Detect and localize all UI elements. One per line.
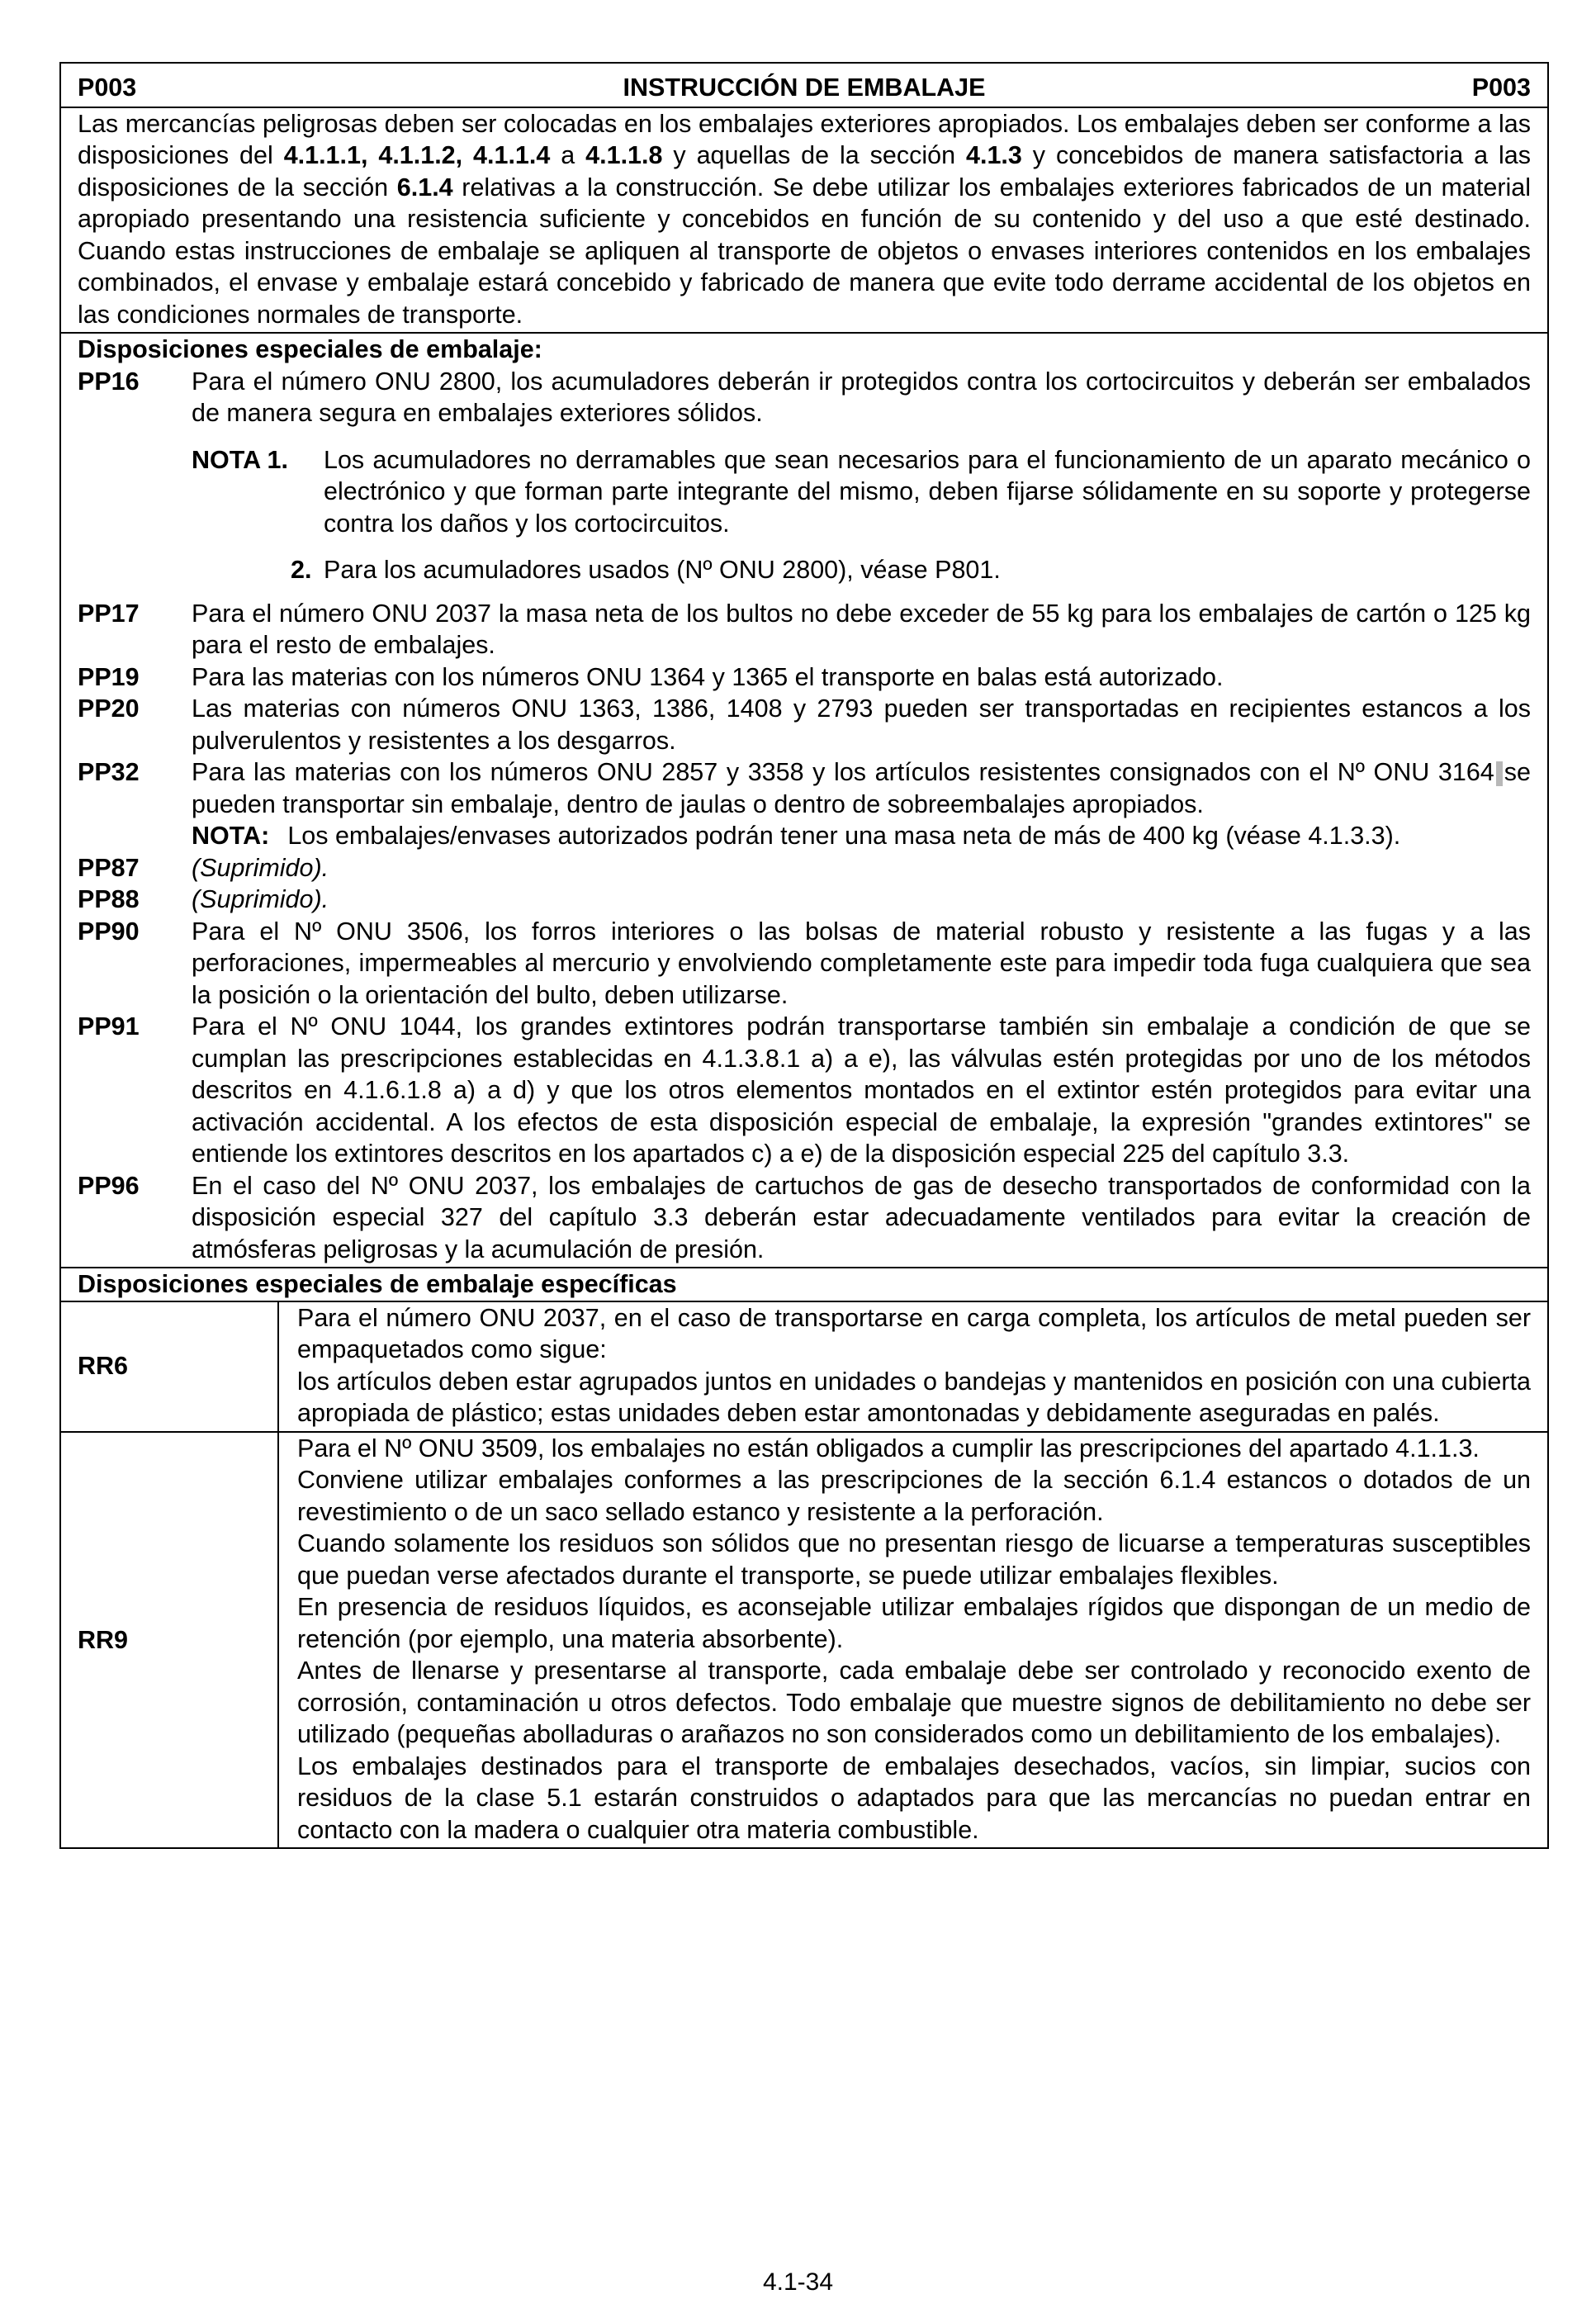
provision-pp88	[78, 884, 1531, 916]
note-text: Los acumuladores no derramables que sean necesarios para el funcionamiento de un aparato mecánico o electrónico y que forman parte integrante del mismo, deben fijarse sólidamente en su soporte y protegerse contra los daños y los cortocircuitos.	[324, 445, 1531, 538]
table-header	[61, 64, 1547, 108]
note-text: Para los acumuladores usados (Nº ONU 2800), véase P801.	[324, 556, 1001, 584]
intro-text: y concebidos de manera satisfactoria a las disposiciones de la sección	[78, 141, 1531, 201]
intro-ref: 4.1.1.1, 4.1.1.2, 4.1.1.4	[283, 141, 551, 169]
provision-pp90	[78, 916, 1531, 1012]
provision-pp19	[78, 661, 1531, 694]
intro-text: Las mercancías peligrosas deben ser colocadas en los embalajes exteriores apropiados. Los embalajes deben ser conforme a las disposiciones del	[78, 109, 1531, 169]
rr9-paragraph: En presencia de residuos líquidos, es aconsejable utilizar embalajes rígidos que dispongan de un medio de retención (por ejemplo, una materia absorbente).	[297, 1593, 1531, 1653]
provision-rr9	[61, 1433, 1547, 1848]
provision-text-part: se pueden transportar sin embalaje, dentro de jaulas o dentro de sobreembalajes apropiados.	[192, 758, 1531, 818]
note-label: NOTA 1.	[192, 445, 288, 474]
rr9-paragraph: Cuando solamente los residuos son sólidos que no presentan riesgo de licuarse a temperaturas susceptibles que puedan verse afectados durante el transporte, se puede utilizar embalajes flexibles.	[297, 1529, 1531, 1590]
provision-text	[279, 1302, 1547, 1431]
provision-code: RR9	[61, 1433, 279, 1848]
provision-rr6	[61, 1302, 1547, 1433]
specific-provisions-title: Disposiciones especiales de embalaje específicas	[61, 1268, 1547, 1302]
intro-text: relativas a la construcción. Se debe utilizar los embalajes exteriores fabricados de un material apropiado presentando una resistencia suficiente y concebidos en función de su contenido y del uso a que esté destinado. Cuando estas instrucciones de embalaje se apliquen al transporte de objetos o envases interiores contenidos en los embalajes combinados, el envase y embalaje estará concebido y fabricado de manera que evite todo derrame accidental de los objetos en las condiciones normales de transporte.	[78, 173, 1531, 329]
rr6-paragraph: los artículos deben estar agrupados juntos en unidades o bandejas y mantenidos en posición con una cubierta apropiada de plástico; estas unidades deben estar amontonadas y debidamente aseguradas en palés.	[297, 1367, 1531, 1427]
provision-text: Las materias con números ONU 1363, 1386, 1408 y 2793 pueden ser transportadas en recipientes estancos a los pulverulentos y resistentes a los desgarros.	[192, 694, 1531, 755]
rr9-paragraph: Conviene utilizar embalajes conformes a las prescripciones de la sección 6.1.4 estancos o dotados de un revestimiento o de un saco sellado estanco y resistente a la perforación.	[297, 1466, 1531, 1526]
provision-text: (Suprimido).	[192, 853, 329, 882]
provision-code: PP90	[78, 917, 140, 946]
provision-text: En el caso del Nº ONU 2037, los embalajes de cartuchos de gas de desecho transportados de conformidad con la disposición especial 327 del capítulo 3.3 deberán estar adecuadamente ventilados para evitar la creación de atmósferas peligrosas y la acumulación de presión.	[192, 1171, 1531, 1263]
provision-code: RR6	[61, 1302, 279, 1431]
provision-code: PP19	[78, 662, 140, 691]
provision-text: (Suprimido).	[192, 885, 329, 913]
header-title: INSTRUCCIÓN DE EMBALAJE	[623, 73, 986, 102]
provision-code: PP96	[78, 1171, 140, 1200]
intro-ref: 6.1.4	[396, 173, 453, 201]
provision-pp17	[78, 598, 1531, 661]
note-number: 2.	[291, 556, 312, 584]
intro-ref: 4.1.1.8	[585, 141, 663, 169]
provision-pp91	[78, 1011, 1531, 1170]
provision-text: Para el Nº ONU 3506, los forros interiores o las bolsas de material robusto y resistente a las fugas y a las perforaciones, impermeables al mercurio y envolviendo completamente este para impedir toda fuga cualquiera que sea la posición o la orientación del bulto, deben utilizarse.	[192, 917, 1531, 1009]
provision-pp87	[78, 852, 1531, 884]
provision-text	[192, 756, 1531, 820]
intro-text: y aquellas de la sección	[662, 141, 967, 169]
note-text: Los embalajes/envases autorizados podrán tener una masa neta de más de 400 kg (véase 4.1.3.3).	[287, 822, 1401, 850]
intro-text: a	[550, 141, 586, 169]
page-number: 4.1-34	[762, 2268, 834, 2296]
provision-pp32	[78, 756, 1531, 820]
rr9-paragraph: Para el Nº ONU 3509, los embalajes no están obligados a cumplir las prescripciones del apartado 4.1.1.3.	[297, 1434, 1480, 1462]
provision-code: PP17	[78, 599, 140, 628]
provision-text: Para las materias con los números ONU 1364 y 1365 el transporte en balas está autorizado.	[192, 662, 1224, 691]
header-right-code: P003	[1471, 73, 1531, 102]
provision-code: PP16	[78, 367, 140, 396]
provision-text: Para el número ONU 2800, los acumuladores deberán ir protegidos contra los cortocircuitos y deberán ser embalados de manera segura en embalajes exteriores sólidos.	[192, 367, 1531, 427]
rr9-paragraph: Antes de llenarse y presentarse al transporte, cada embalaje debe ser controlado y reconocido exento de corrosión, contaminación u otros defectos. Todo embalaje que muestre signos de debilitamiento no debe ser utilizado (pequeñas abolladuras o arañazos no son considerados como un debilitamiento de los embalajes).	[297, 1657, 1531, 1748]
intro-ref: 4.1.3	[966, 141, 1022, 169]
pp16-note-1	[192, 444, 1531, 540]
pp16-note-2	[291, 554, 1531, 586]
special-provisions-title: Disposiciones especiales de embalaje:	[78, 335, 542, 363]
special-provisions-section	[61, 334, 1547, 1268]
provision-code: PP20	[78, 694, 140, 723]
provision-code: PP91	[78, 1012, 140, 1040]
rr9-paragraph: Los embalajes destinados para el transporte de embalajes desechados, vacíos, sin limpiar, sucios con residuos de la clase 5.1 estarán construidos o adaptados para que las mercancías no puedan entrar en contacto con la madera o cualquier otra materia combustible.	[297, 1752, 1531, 1844]
packing-instruction-table	[59, 62, 1549, 1849]
rr6-paragraph: Para el número ONU 2037, en el caso de transportarse en carga completa, los artículos de metal pueden ser empaquetados como sigue:	[297, 1303, 1531, 1363]
provision-code: PP87	[78, 853, 140, 882]
header-left-code: P003	[78, 73, 137, 102]
provision-text: Para el Nº ONU 1044, los grandes extintores podrán transportarse también sin embalaje a condición de que se cumplan las prescripciones establecidas en 4.1.3.8.1 a) a e), las válvulas estén protegidas por uno de los métodos descritos en 4.1.6.1.8 a) a d) y que los otros elementos montados en el extintor estén protegidos para evitar una activación accidental. A los efectos de esta disposición especial de embalaje, la expresión "grandes extintores" se entiende los extintores descritos en los apartados c) a e) de la disposición especial 225 del capítulo 3.3.	[192, 1012, 1531, 1168]
intro-paragraph	[61, 108, 1547, 334]
provision-pp16	[78, 366, 1531, 429]
provision-text: Para el número ONU 2037 la masa neta de los bultos no debe exceder de 55 kg para los embalajes de cartón o 125 kg para el resto de embalajes.	[192, 599, 1531, 659]
provision-pp96	[78, 1170, 1531, 1266]
provision-text	[279, 1433, 1547, 1848]
provision-code: PP32	[78, 758, 140, 786]
pp32-note	[192, 820, 1531, 852]
provision-code: PP88	[78, 885, 140, 913]
provision-pp20	[78, 693, 1531, 756]
text-cursor-mark	[1496, 761, 1503, 786]
provision-text-part: Para las materias con los números ONU 2857 y 3358 y los artículos resistentes consignados con el Nº ONU 3164	[192, 758, 1494, 786]
note-label: NOTA:	[192, 822, 270, 850]
